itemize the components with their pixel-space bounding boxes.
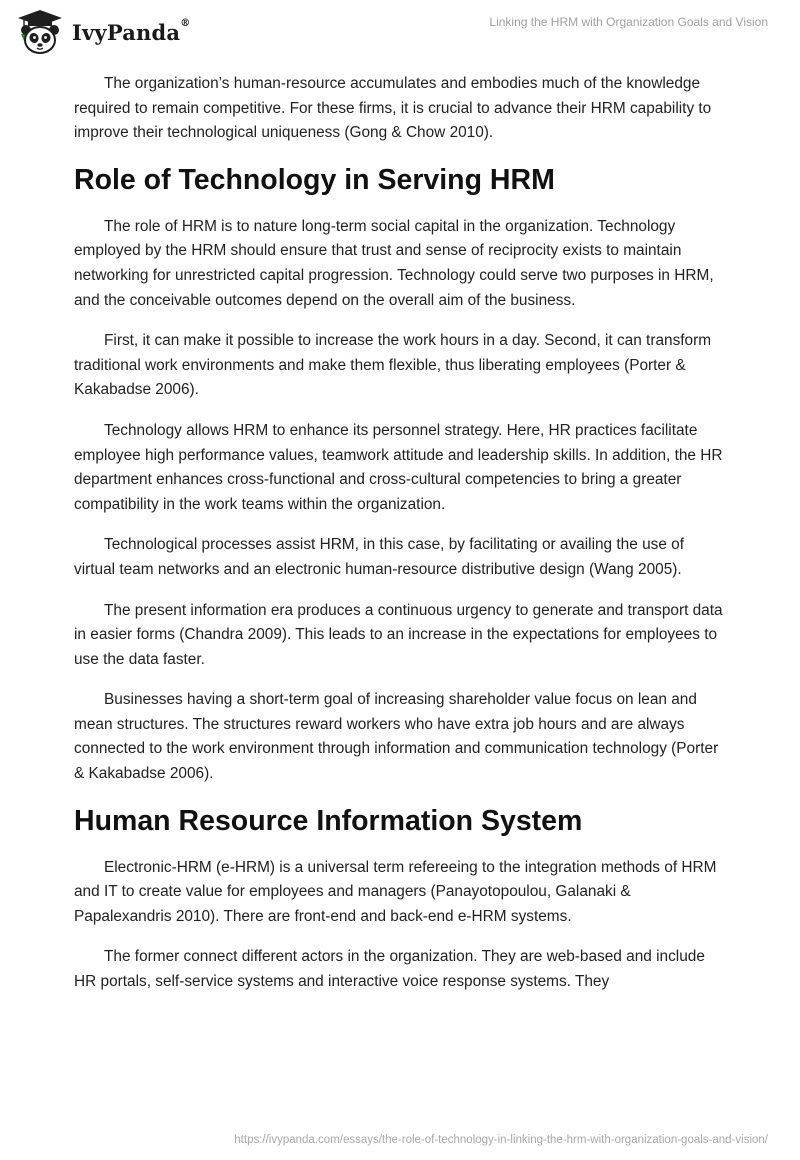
paragraph: Technological processes assist HRM, in this case, by facilitating or availing the use of virtual team networks and an electronic human-resource distributive design (Wang 2005). <box>74 536 684 578</box>
paragraph: Technology allows HRM to enhance its personnel strategy. Here, HR practices facilitate employee high performance values, teamwork attitude and leadership skills. In addition, the HR department enhances cross-functional and cross-cultural competencies to bring a greater compatibility in the work teams within the organization. <box>74 421 723 513</box>
paragraph: The organization’s human-resource accumulates and embodies much of the knowledge required to remain competitive. For these firms, it is crucial to advance their HRM capability to improve their technological uniqueness (Gong & Chow 2010). <box>74 75 712 142</box>
brand-name[interactable]: IvyPanda® <box>72 18 191 45</box>
article-body <box>74 72 726 1011</box>
paragraph: The present information era produces a continuous urgency to generate and transport data in easier forms (Chandra 2009). This leads to an increase in the expectations for employees to use the data faster. <box>74 601 723 668</box>
paragraph: Businesses having a short-term goal of increasing shareholder value focus on lean and mean structures. The structures reward workers who have extra job hours and are always connected to the work environment through information and communication technology (Porter & Kakabadse 2006). <box>74 691 719 783</box>
section-heading: Role of Technology in Serving HRM <box>74 163 555 196</box>
paragraph: First, it can make it possible to increase the work hours in a day. Second, it can transform traditional work environments and make them flexible, thus liberating employees (Porter & Kakabadse 2006). <box>74 332 712 399</box>
source-url[interactable]: https://ivypanda.com/essays/the-role-of-technology-in-linking-the-hrm-with-organization-goals-and-vision/ <box>234 1134 768 1146</box>
paragraph: The former connect different actors in the organization. They are web-based and include HR portals, self-service systems and interactive voice response systems. They <box>74 948 705 991</box>
paragraph: The role of HRM is to nature long-term social capital in the organization. Technology employed by the HRM should ensure that trust and sense of reciprocity exists to maintain networking for unrestricted capital progression. Technology could serve two purposes in HRM, and the conceivable outcomes depend on the overall aim of the business. <box>74 217 714 309</box>
panda-graduate-icon <box>14 8 66 56</box>
registered-mark: ® <box>180 18 191 29</box>
running-title: Linking the HRM with Organization Goals and Vision <box>489 15 768 29</box>
paragraph: Electronic-HRM (e-HRM) is a universal term refereeing to the integration methods of HRM and IT to create value for employees and managers (Panayotopoulou, Galanaki & Papalexandris 2010). There are front-end and back-end e-HRM systems. <box>74 858 717 925</box>
section-heading: Human Resource Information System <box>74 804 583 837</box>
page-header <box>0 0 800 60</box>
